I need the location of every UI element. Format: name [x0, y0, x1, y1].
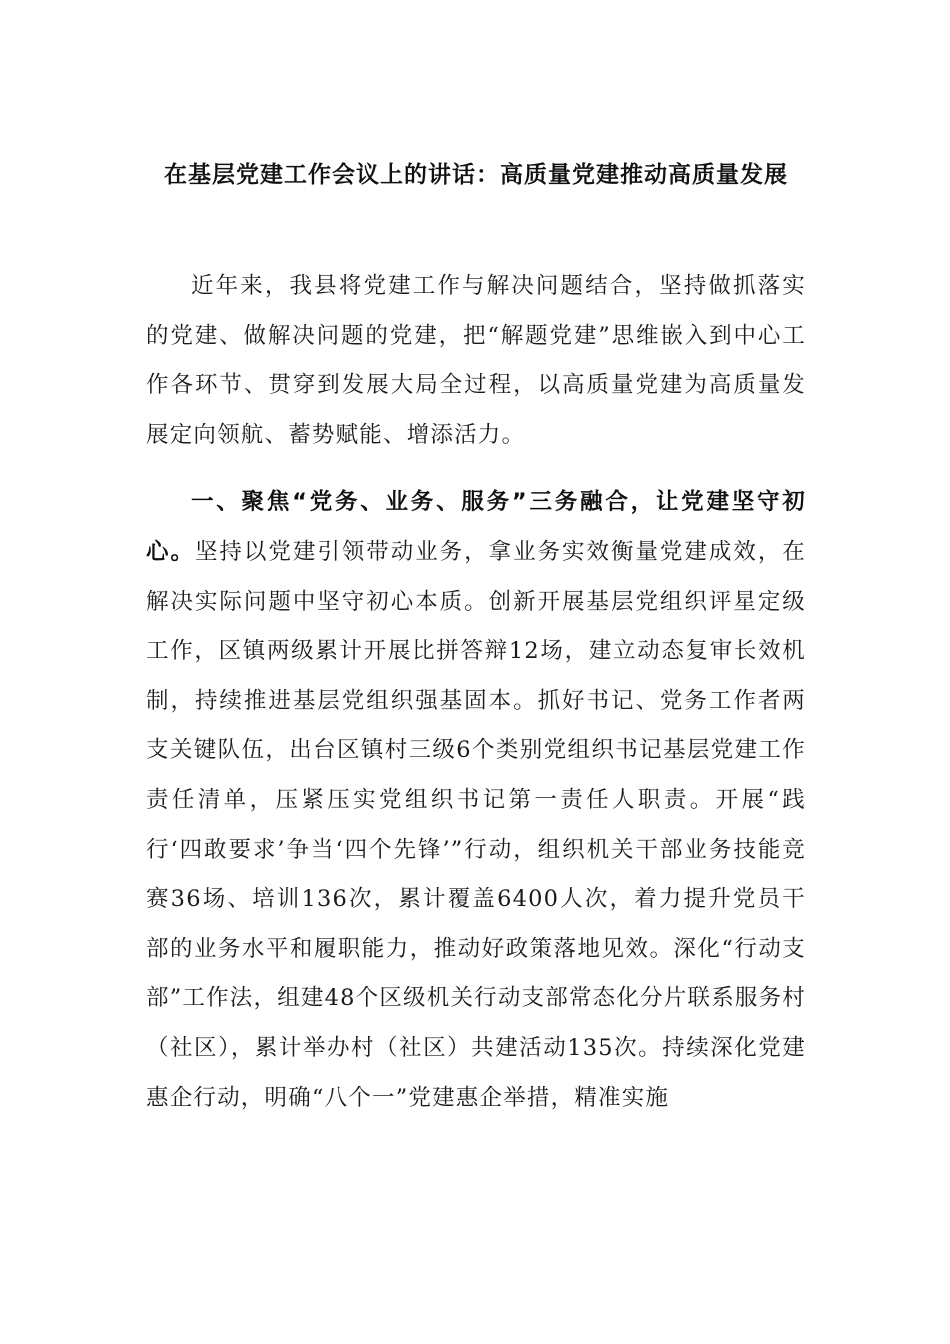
section-one-heading: 一、聚焦“党务、业务、服务”三务融合，让党建坚守初心。 — [146, 489, 806, 565]
intro-paragraph: 近年来，我县将党建工作与解决问题结合，坚持做抓落实的党建、做解决问题的党建，把“解题党建”思维嵌入到中心工作各环节、贯穿到发展大局全过程，以高质量党建为高质量发展定向领航、蓄势赋能、增添活力。 — [146, 273, 806, 448]
section-one-body: 坚持以党建引领带动业务，拿业务实效衡量党建成效，在解决实际问题中坚守初心本质。创新开展基层党组织评星定级工作，区镇两级累计开展比拼答辩12场，建立动态复审长效机制，持续推进基层党组织强基固本。抓好书记、党务工作者两支关键队伍，出台区镇村三级6个类别党组织书记基层党建工作责任清单，压紧压实党组织书记第一责任人职责。开展“践行‘四敢要求’争当‘四个先锋’”行动，组织机关干部业务技能竞赛36场、培训136次，累计覆盖6400人次，着力提升党员干部的业务水平和履职能力，推动好政策落地见效。深化“行动支部”工作法，组建48个区级机关行动支部常态化分片联系服务村（社区），累计举办村（社区）共建活动135次。持续深化党建惠企行动，明确“八个一”党建惠企举措，精准实施 — [146, 538, 806, 1111]
document-title: 在基层党建工作会议上的讲话：高质量党建推动高质量发展 — [164, 162, 788, 188]
section-one-paragraph — [146, 478, 806, 1123]
document-body — [146, 262, 806, 1141]
